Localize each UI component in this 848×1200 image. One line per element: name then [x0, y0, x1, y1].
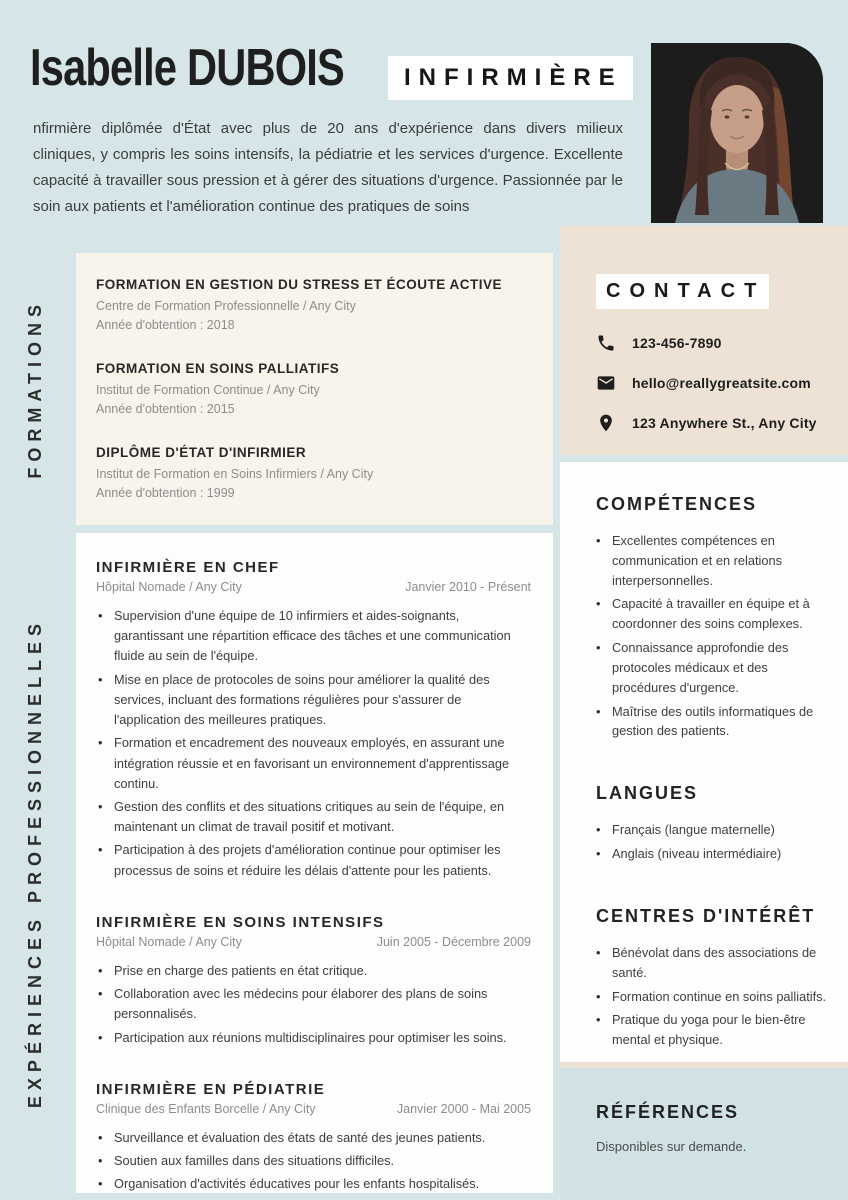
competences-list	[596, 531, 828, 741]
langues-heading: LANGUES	[596, 783, 699, 804]
job-organization: Hôpital Nomade / Any City	[96, 580, 242, 594]
job-bullet-list	[96, 606, 531, 881]
phone-icon	[596, 333, 616, 353]
job-bullet: • Participation aux réunions multidisciplinaires pour optimiser les soins.	[96, 1028, 531, 1048]
job-bullet: • Supervision d'une équipe de 10 infirmiers et aides-soignants, garantissant une répartition efficace des tâches et une communication fluide au sein de l'équipe.	[96, 606, 531, 667]
contact-email: hello@reallygreatsite.com	[632, 375, 811, 391]
contact-heading: CONTACT	[596, 274, 769, 309]
profile-summary: nfirmière diplômée d'État avec plus de 20 ans d'expérience dans divers milieux cliniques, y compris les soins intensifs, la pédiatrie et les services d'urgence. Excellente capacité à travailler sous pression et à gérer des situations d'urgence. Passionnée par le soin aux patients et l'amélioration continue des pratiques de soins	[33, 120, 623, 215]
job-bullet-list	[96, 1128, 531, 1195]
job-title: INFIRMIÈRE EN PÉDIATRIE	[96, 1080, 326, 1098]
job-meta	[96, 580, 531, 594]
interets-list	[596, 943, 828, 1050]
interets-heading: CENTRES D'INTÉRÊT	[596, 905, 816, 926]
experience-entry	[96, 559, 531, 881]
experience-entry	[96, 914, 531, 1048]
education-title: DIPLÔME D'ÉTAT D'INFIRMIER	[96, 444, 307, 460]
profile-photo	[651, 43, 823, 223]
education-entry	[96, 277, 531, 336]
references-text: Disponibles sur demande.	[596, 1139, 747, 1154]
education-title: FORMATION EN GESTION DU STRESS ET ÉCOUTE ACTIVE	[96, 277, 503, 292]
job-dates: Janvier 2010 - Présent	[405, 580, 531, 594]
interets-section	[596, 906, 828, 1050]
job-dates: Janvier 2000 - Mai 2005	[396, 1101, 531, 1116]
job-bullet: • Prise en charge des patients en état critique.	[96, 961, 531, 981]
portrait-illustration	[651, 43, 823, 223]
interet-item: • Formation continue en soins palliatifs.	[596, 987, 828, 1007]
location-icon	[596, 413, 616, 433]
education-year: Année d'obtention : 2018	[96, 318, 235, 333]
job-title: INFIRMIÈRE EN CHEF	[96, 559, 280, 576]
contact-phone: 123-456-7890	[632, 335, 722, 351]
job-organization: Clinique des Enfants Borcelle / Any City	[96, 1101, 316, 1116]
langues-section	[596, 783, 828, 864]
contact-address: 123 Anywhere St., Any City	[632, 415, 817, 431]
job-bullet-list	[96, 961, 531, 1048]
role-badge: INFIRMIÈRE	[388, 56, 633, 100]
competence-item: • Maîtrise des outils informatiques de gestion des patients.	[596, 702, 828, 742]
education-year: Année d'obtention : 1999	[96, 485, 235, 500]
education-entry	[96, 445, 531, 504]
references-section	[560, 1062, 848, 1200]
competence-item: • Connaissance approfondie des protocoles médicaux et des procédures d'urgence.	[596, 638, 828, 697]
references-heading: RÉFÉRENCES	[596, 1102, 740, 1122]
contact-address-row	[596, 413, 830, 433]
side-info-section	[560, 462, 848, 1062]
contact-section	[560, 226, 848, 455]
job-bullet: • Organisation d'activités éducatives pour les enfants hospitalisés.	[96, 1174, 531, 1194]
langue-item: • Français (langue maternelle)	[596, 820, 828, 840]
job-bullet: • Formation et encadrement des nouveaux employés, en assurant une intégration réussie et en favorisant un environnement d'apprentissage continu.	[96, 733, 531, 794]
langue-item: • Anglais (niveau intermédiaire)	[596, 844, 828, 864]
job-bullet: • Soutien aux familles dans des situations difficiles.	[96, 1151, 531, 1171]
job-bullet: • Collaboration avec les médecins pour élaborer des plans de soins personnalisés.	[96, 984, 531, 1024]
education-entry	[96, 361, 531, 420]
email-icon	[596, 373, 616, 393]
langues-list	[596, 820, 828, 864]
interet-item: • Pratique du yoga pour le bien-être mental et physique.	[596, 1010, 828, 1050]
person-name: Isabelle DUBOIS	[30, 39, 344, 97]
vertical-label-formations: FORMATIONS	[24, 299, 45, 479]
interet-item: • Bénévolat dans des associations de santé.	[596, 943, 828, 983]
job-organization: Hôpital Nomade / Any City	[96, 934, 242, 949]
job-dates: Juin 2005 - Décembre 2009	[376, 934, 531, 949]
education-organization: Centre de Formation Professionnelle / Any City	[96, 299, 356, 313]
job-bullet: • Participation à des projets d'amélioration continue pour optimiser les processus de soins et réduire les délais d'attente pour les patients.	[96, 840, 531, 880]
experience-entry	[96, 1081, 531, 1195]
job-meta	[96, 935, 531, 949]
competences-section	[596, 494, 828, 741]
job-bullet: • Surveillance et évaluation des états de santé des jeunes patients.	[96, 1128, 531, 1148]
education-title: FORMATION EN SOINS PALLIATIFS	[96, 360, 340, 376]
competences-heading: COMPÉTENCES	[596, 494, 758, 514]
job-bullet: • Mise en place de protocoles de soins pour améliorer la qualité des services, incluant des formations régulières pour s'assurer de l'application des meilleures pratiques.	[96, 670, 531, 731]
contact-email-row	[596, 373, 830, 393]
education-year: Année d'obtention : 2015	[96, 402, 235, 417]
vertical-label-experiences: EXPÉRIENCES PROFESSIONNELLES	[24, 617, 45, 1109]
job-bullet: • Gestion des conflits et des situations critiques au sein de l'équipe, en maintenant un climat de travail positif et motivant.	[96, 797, 531, 837]
education-organization: Institut de Formation en Soins Infirmiers / Any City	[96, 466, 374, 481]
competence-item: • Excellentes compétences en communication et en relations interpersonnelles.	[596, 531, 828, 590]
job-title: INFIRMIÈRE EN SOINS INTENSIFS	[96, 913, 385, 931]
competence-item: • Capacité à travailler en équipe et à coordonner des soins complexes.	[596, 594, 828, 634]
job-meta	[96, 1102, 531, 1116]
education-organization: Institut de Formation Continue / Any City	[96, 382, 320, 397]
experiences-section	[76, 533, 553, 1193]
contact-phone-row	[596, 333, 830, 353]
formations-section	[76, 253, 553, 525]
